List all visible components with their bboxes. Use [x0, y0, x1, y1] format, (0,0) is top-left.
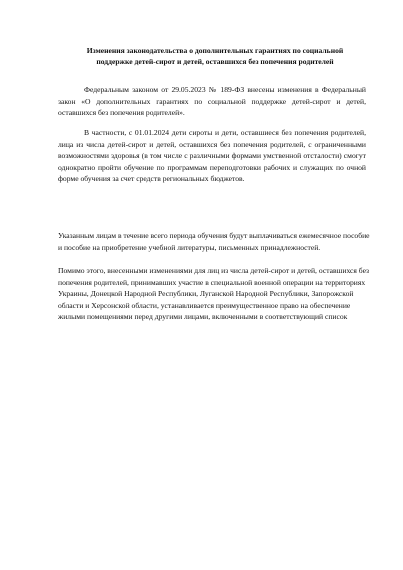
paragraph-housing-priority: Помимо этого, внесенными изменениями для лиц из числа детей-сирот и детей, оставшихся без попечения родителей, принимавших участие в специальной военной операции на территориях Украины, Донецкой Народной Республики, Луганской Народной Республики, Запорожской области и Херсонской области, устанавливается преимущественное право на обеспечение жилыми помещениями перед другими лицами, включенными в соответствующий список [58, 266, 370, 321]
paragraph-retraining: В частности, с 01.01.2024 дети сироты и дети, оставшиеся без попечения родителей, лица из числа детей-сирот и детей, оставшихся без попечения родителей, с ограниченными возможностями здоровья (в том числе с различными формами умственной отсталости) смогут однократно пройти обучение по программам переподготовки рабочих и служащих по очной форме обучения за счет средств региональных бюджетов. [58, 128, 366, 183]
paragraph-law-amendment: Федеральным законом от 29.05.2023 № 189-ФЗ внесены изменения в Федеральный закон «О дополнительных гарантиях по социальной поддержке детей-сирот и детей, оставшихся без попечения родителей». [58, 85, 366, 117]
document-title: Изменения законодательства о дополнительных гарантиях по социальной поддержке детей-сирот и детей, оставшихся без попечения родителей [86, 46, 344, 66]
paragraph-allowance: Указанным лицам в течение всего периода обучения будут выплачиваться ежемесячное пособие и пособие на приобретение учебной литературы, письменных принадлежностей. [58, 231, 370, 252]
